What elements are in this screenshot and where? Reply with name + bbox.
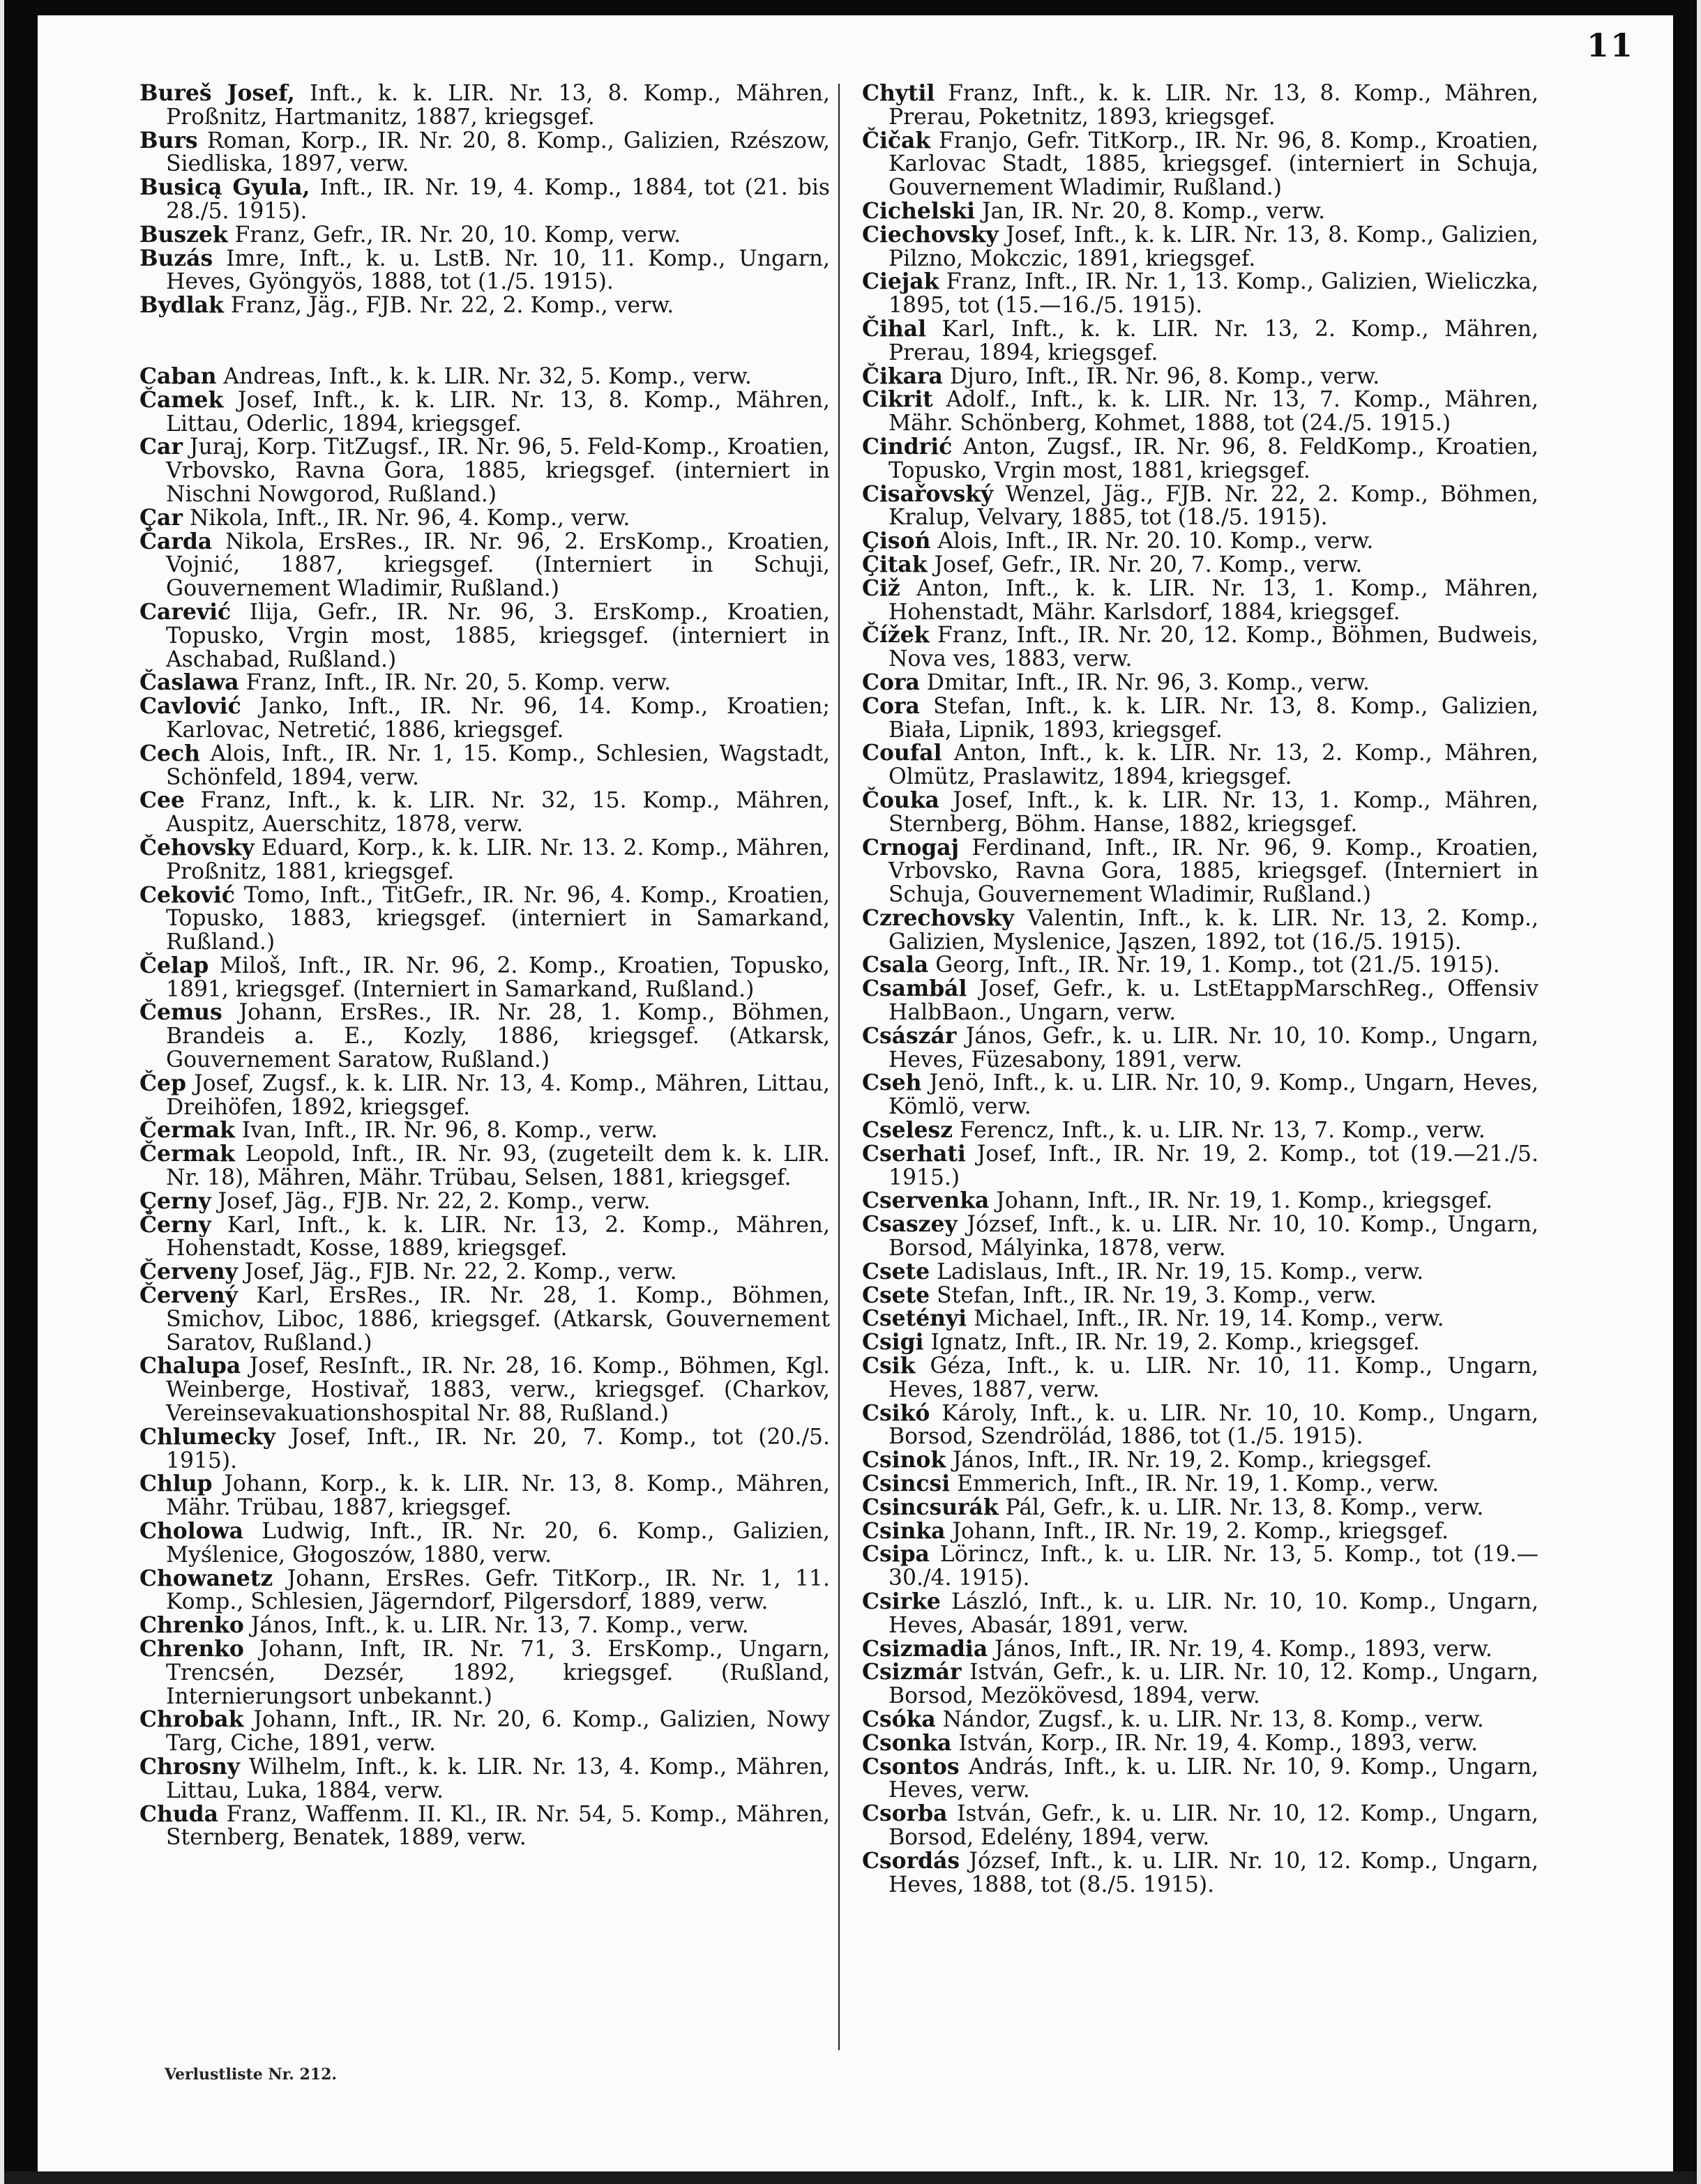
entry-details: Nándor, Zugsf., k. u. LIR. Nr. 13, 8. Komp., verw. [935, 1706, 1484, 1732]
entry-details: Jenö, Inft., k. u. LIR. Nr. 10, 9. Komp., Ungarn, Heves, Kömlö, verw. [889, 1070, 1539, 1120]
entry-details: Ignatz, Inft., IR. Nr. 19, 2. Komp., kriegsgef. [923, 1330, 1420, 1356]
entry-surname: Čížek [862, 623, 930, 649]
entry-details: Inft., k. k. LIR. Nr. 13, 8. Komp., Mähren, Proßnitz, Hartmanitz, 1887, kriegsgef. [166, 81, 830, 130]
entry-details: Andreas, Inft., k. k. LIR. Nr. 32, 5. Komp., verw. [216, 363, 752, 389]
scan-border-bottom [4, 2171, 1697, 2184]
entry-surname: Cech [139, 741, 200, 766]
casualty-entry [862, 271, 1539, 318]
entry-details: Franz, Gefr., IR. Nr. 20, 10. Komp, verw. [227, 222, 681, 248]
entry-details: Josef, Jäg., FJB. Nr. 22, 2. Komp., verw. [237, 1259, 677, 1285]
entry-surname: Čermak [139, 1142, 235, 1167]
casualty-entry [862, 1331, 1539, 1355]
entry-details: Ladislaus, Inft., IR. Nr. 19, 15. Komp., verw. [930, 1259, 1424, 1284]
entry-surname: Çerny [139, 1188, 211, 1214]
entry-details: Ilija, Gefr., IR. Nr. 96, 3. ErsKomp., Kroatien, Topusko, Vrgin most, 1885, kriegsgef. (interniert in Aschabad, Rußland.) [166, 599, 830, 672]
entry-surname: Čičak [862, 128, 931, 153]
entry-surname: Csete [862, 1259, 930, 1284]
casualty-entry [862, 1143, 1539, 1190]
entry-details: Johann, Korp., k. k. LIR. Nr. 13, 8. Komp., Mähren, Mähr. Trübau, 1887, kriegsgef. [166, 1471, 830, 1521]
casualty-entry [862, 1355, 1539, 1402]
entry-details: Alois, Inft., IR. Nr. 20. 10. Komp., verw. [930, 529, 1374, 554]
entry-surname: Carević [139, 599, 232, 625]
casualty-entry [862, 695, 1539, 743]
entry-surname: Chalupa [139, 1353, 241, 1379]
casualty-entry [862, 1638, 1539, 1662]
entry-surname: Bydlak [139, 293, 224, 319]
entry-surname: Çisoń [862, 529, 931, 554]
entry-details: Pál, Gefr., k. u. LIR. Nr. 13, 8. Komp., verw. [998, 1494, 1484, 1520]
casualty-entry [862, 318, 1539, 365]
entry-details: Johann, ErsRes. Gefr. TitKorp., IR. Nr. 1, 11. Komp., Schlesien, Jägerndorf, Pilgersdorf, 1889, verw. [166, 1565, 830, 1615]
entry-surname: Chrenko [139, 1637, 244, 1662]
entry-details: Leopold, Inft., IR. Nr. 93, (zugeteilt dem k. k. LIR. Nr. 18), Mähren, Mähr. Trübau, Selsen, 1881, kriegsgef. [166, 1142, 830, 1191]
casualty-entry [139, 695, 830, 743]
entry-surname: Cindrić [862, 434, 953, 460]
casualty-entry [139, 245, 830, 295]
entry-surname: Cora [862, 669, 920, 695]
entry-details: Michael, Inft., IR. Nr. 19, 14. Komp., verw. [967, 1306, 1444, 1332]
entry-details: Roman, Korp., IR. Nr. 20, 8. Komp., Galizien, Rzészow, Siedliska, 1897, verw. [166, 128, 830, 177]
casualty-entry [862, 388, 1539, 436]
casualty-entry [862, 1261, 1539, 1284]
entry-surname: Czrechovsky [862, 905, 1015, 931]
casualty-entry [139, 1520, 830, 1568]
casualty-entry [139, 743, 830, 790]
entry-details: Johann, Inft., IR. Nr. 19, 1. Komp., kriegsgef. [989, 1188, 1492, 1214]
casualty-entry [139, 1426, 830, 1473]
casualty-entry [139, 176, 830, 224]
entry-details: Josef, Inft., IR. Nr. 19, 2. Komp., tot (19.—21./5. 1915.) [889, 1141, 1539, 1190]
entry-surname: Csontos [862, 1754, 960, 1780]
casualty-entry [139, 365, 830, 389]
casualty-entry [862, 82, 1539, 130]
entry-surname: Cikrit [862, 387, 933, 413]
entry-surname: Čihal [862, 316, 926, 342]
casualty-entry [862, 789, 1539, 837]
entry-surname: Cseh [862, 1070, 922, 1096]
entry-surname: Car [139, 434, 183, 460]
entry-surname: Buzás [139, 245, 213, 271]
entry-surname: Čep [139, 1070, 186, 1096]
entry-surname: Csinka [862, 1518, 946, 1544]
entry-surname: Csigi [862, 1330, 924, 1356]
entry-surname: Bureš Josef, [139, 81, 295, 106]
entry-details: János, Inft., IR. Nr. 19, 4. Komp., 1893, verw. [988, 1636, 1492, 1662]
entry-details: Josef, Zugsf., k. k. LIR. Nr. 13, 4. Komp., Mähren, Littau, Dreihöfen, 1892, kriegsgef. [166, 1070, 830, 1120]
casualty-entry [139, 294, 830, 318]
casualty-entry [139, 436, 830, 506]
casualty-entry [862, 1025, 1539, 1072]
casualty-entry [862, 1402, 1539, 1450]
entry-details: Wilhelm, Inft., k. k. LIR. Nr. 13, 4. Komp., Mähren, Littau, Luka, 1884, verw. [166, 1754, 830, 1803]
casualty-entry [139, 1119, 830, 1143]
casualty-entry [139, 1001, 830, 1072]
entry-surname: Csikó [862, 1400, 930, 1426]
entry-surname: Cavlović [139, 694, 241, 720]
entry-details: Anton, Inft., k. k. LIR. Nr. 13, 2. Komp., Mähren, Olmütz, Praslawitz, 1894, kriegsgef. [889, 741, 1539, 790]
entry-surname: Csorba [862, 1801, 948, 1827]
entry-surname: Ciejak [862, 269, 939, 295]
entry-surname: Caban [139, 363, 217, 389]
entry-details: Josef, Gefr., IR. Nr. 20, 7. Komp., verw. [927, 552, 1363, 577]
casualty-entry [862, 1284, 1539, 1308]
entry-surname: Csaszey [862, 1212, 958, 1238]
entry-details: Eduard, Korp., k. k. LIR. Nr. 13. 2. Komp., Mähren, Proßnitz, 1881, kriegsgef. [166, 835, 830, 884]
entry-surname: Crnogaj [862, 835, 959, 860]
casualty-entry [862, 577, 1539, 625]
casualty-entry [862, 200, 1539, 224]
entry-details: Karl, ErsRes., IR. Nr. 28, 1. Komp., Böhmen, Smichov, Liboc, 1886, kriegsgef. (Atkarsk, Gouvernement Saratov, Rußland.) [166, 1283, 830, 1356]
casualty-entry [862, 530, 1539, 554]
entry-details: Wenzel, Jäg., FJB. Nr. 22, 2. Komp., Böhmen, Kralup, Velvary, 1885, tot (18./5. 1915). [889, 481, 1539, 531]
entry-surname: Ciechovsky [862, 222, 999, 248]
entry-details: Ivan, Inft., IR. Nr. 96, 8. Komp., verw. [234, 1118, 658, 1144]
entry-details: Josef, Inft., k. k. LIR. Nr. 13, 1. Komp., Mähren, Sternberg, Böhm. Hanse, 1882, kriegsgef. [889, 787, 1539, 837]
entry-surname: Csordás [862, 1848, 960, 1874]
entry-surname: Čemus [139, 1000, 222, 1026]
entry-surname: Cora [862, 693, 920, 719]
entry-details: János, Inft., k. u. LIR. Nr. 13, 7. Komp., verw. [243, 1613, 749, 1639]
left-column [139, 82, 830, 1850]
entry-details: Josef, ResInft., IR. Nr. 28, 16. Komp., Böhmen, Kgl. Weinberge, Hostivař, 1883, verw., kriegsgef. (Charkov, Vereinsevakuationshospital Nr. 88, Rußland.) [166, 1353, 830, 1427]
casualty-entry [862, 1072, 1539, 1119]
entry-surname: Ciž [862, 575, 900, 601]
footer-note: Verlustliste Nr. 212. [165, 2065, 338, 2084]
document-page [4, 0, 1697, 2184]
entry-surname: Csóka [862, 1706, 936, 1732]
entry-surname: Chrosny [139, 1754, 241, 1780]
entry-details: Franz, Inft., IR. Nr. 20, 5. Komp. verw. [239, 670, 672, 696]
entry-details: Karl, Inft., k. k. LIR. Nr. 13, 2. Komp., Mähren, Hohenstadt, Kosse, 1889, kriegsgef. [166, 1212, 830, 1261]
column-divider [838, 84, 840, 2050]
entry-details: Johann, ErsRes., IR. Nr. 28, 1. Komp., Böhmen, Brandeis a. E., Kozly, 1886, kriegsgef. (Atkarsk, Gouvernement Saratow, Rußland.) [166, 1000, 830, 1073]
entry-surname: Cee [139, 788, 185, 814]
entry-surname: Chrenko [139, 1613, 244, 1639]
casualty-entry [139, 130, 830, 177]
entry-details: Franz, Inft., k. k. LIR. Nr. 32, 15. Komp., Mähren, Auspitz, Auerschitz, 1878, verw. [166, 788, 830, 837]
casualty-entry [862, 130, 1539, 200]
casualty-entry [139, 672, 830, 695]
entry-details: Nikola, Inft., IR. Nr. 96, 4. Komp., verw. [182, 505, 630, 531]
casualty-entry [862, 954, 1539, 978]
entry-surname: Cserhati [862, 1141, 966, 1167]
entry-details: Franz, Inft., IR. Nr. 20, 12. Komp., Böhmen, Budweis, Nova ves, 1883, verw. [889, 623, 1539, 672]
entry-surname: Čikara [862, 363, 943, 389]
entry-surname: Chrobak [139, 1707, 244, 1733]
entry-details: Franz, Waffenm. II. Kl., IR. Nr. 54, 5. Komp., Mähren, Sternberg, Benatek, 1889, verw. [166, 1801, 830, 1851]
entry-surname: Csizmár [862, 1660, 962, 1685]
casualty-entry [139, 1214, 830, 1261]
entry-details: Franz, Inft., IR. Nr. 1, 13. Komp., Galizien, Wieliczka, 1895, tot (15.—16./5. 1915). [889, 269, 1539, 319]
entry-details: Janko, Inft., IR. Nr. 96, 14. Komp., Kroatien; Karlovac, Netretić, 1886, kriegsgef. [166, 694, 830, 743]
entry-details: István, Gefr., k. u. LIR. Nr. 10, 12. Komp., Ungarn, Borsod, Mezökövesd, 1894, verw. [889, 1660, 1539, 1709]
entry-surname: Csambál [862, 976, 967, 1002]
entry-surname: Çar [139, 505, 183, 531]
casualty-entry [862, 1803, 1539, 1850]
casualty-entry [139, 1355, 830, 1425]
entry-surname: Csizmadia [862, 1636, 988, 1662]
casualty-entry [862, 1496, 1539, 1520]
entry-details: Stefan, Inft., IR. Nr. 19, 3. Komp., verw. [930, 1282, 1377, 1308]
entry-surname: Csirke [862, 1589, 941, 1614]
entry-surname: Cselesz [862, 1118, 953, 1144]
casualty-entry [139, 1803, 830, 1851]
entry-details: Djuro, Inft., IR. Nr. 96, 8. Komp., verw. [942, 363, 1380, 389]
casualty-entry [139, 837, 830, 884]
casualty-entry [862, 1473, 1539, 1496]
casualty-entry [862, 1119, 1539, 1143]
entry-details: Dmitar, Inft., IR. Nr. 96, 3. Komp., verw. [919, 669, 1370, 695]
entry-surname: Časlawa [139, 670, 239, 696]
casualty-entry [139, 1261, 830, 1284]
casualty-entry [862, 1708, 1539, 1732]
entry-details: József, Inft., k. u. LIR. Nr. 10, 12. Komp., Ungarn, Heves, 1888, tot (8./5. 1915). [889, 1848, 1539, 1897]
entry-details: Károly, Inft., k. u. LIR. Nr. 10, 10. Komp., Ungarn, Borsod, Szendrölád, 1886, tot (1./5. 1915). [889, 1400, 1539, 1450]
casualty-entry [139, 1072, 830, 1120]
entry-details: Inft., IR. Nr. 19, 4. Komp., 1884, tot (21. bis 28./5. 1915). [166, 175, 830, 224]
entry-details: Stefan, Inft., k. k. LIR. Nr. 13, 8. Komp., Galizien, Biała, Lipnik, 1893, kriegsgef. [889, 693, 1539, 743]
casualty-entry [139, 1614, 830, 1638]
casualty-entry [862, 554, 1539, 577]
casualty-entry [862, 1591, 1539, 1638]
entry-surname: Çitak [862, 552, 928, 577]
entry-surname: Csincsurák [862, 1494, 999, 1520]
entry-surname: Csik [862, 1353, 916, 1379]
casualty-entry [139, 1190, 830, 1214]
casualty-entry [862, 624, 1539, 672]
entry-details: Alois, Inft., IR. Nr. 1, 15. Komp., Schlesien, Wagstadt, Schönfeld, 1894, verw. [166, 741, 830, 790]
entry-surname: Čermak [139, 1118, 235, 1144]
entry-details: Tomo, Inft., TitGefr., IR. Nr. 96, 4. Komp., Kroatien, Topusko, 1883, kriegsgef. (interniert in Samarkand, Rußland.) [166, 882, 830, 955]
casualty-entry [862, 1449, 1539, 1473]
entry-surname: Čamek [139, 387, 224, 413]
casualty-entry [862, 669, 1539, 695]
entry-surname: Červený [139, 1283, 238, 1309]
casualty-entry [139, 789, 830, 837]
entry-details: Franz, Jäg., FJB. Nr. 22, 2. Komp., verw. [223, 293, 674, 319]
entry-details: Valentin, Inft., k. k. LIR. Nr. 13, 2. Komp., Galizien, Myslenice, Jąszen, 1892, tot (16./5. 1915). [889, 905, 1539, 955]
entry-surname: Cichelski [862, 198, 976, 224]
casualty-entry [862, 837, 1539, 907]
entry-surname: Burs [139, 128, 198, 153]
entry-details: Johann, Inft, IR. Nr. 71, 3. ErsKomp., Ungarn, Trencsén, Dezsér, 1892, kriegsgef. (Rußland, Internierungsort unbekannt.) [166, 1637, 830, 1709]
casualty-entry [139, 601, 830, 672]
entry-details: Karl, Inft., k. k. LIR. Nr. 13, 2. Komp., Mähren, Prerau, 1894, kriegsgef. [889, 316, 1539, 365]
section-gap [139, 318, 830, 365]
entry-details: Jan, IR. Nr. 20, 8. Komp., verw. [975, 198, 1326, 224]
casualty-entry [862, 907, 1539, 955]
entry-surname: Császár [862, 1023, 957, 1049]
casualty-entry [862, 483, 1539, 531]
entry-surname: Čarda [139, 529, 213, 554]
casualty-entry [862, 1307, 1539, 1331]
casualty-entry [862, 1213, 1539, 1261]
entry-details: János, Gefr., k. u. LIR. Nr. 10, 10. Komp., Ungarn, Heves, Füzesabony, 1891, verw. [889, 1023, 1539, 1072]
casualty-entry [139, 1756, 830, 1803]
entry-surname: Cholowa [139, 1519, 243, 1545]
entry-details: Johann, Inft., IR. Nr. 20, 6. Komp., Galizien, Nowy Targ, Ciche, 1891, verw. [166, 1707, 830, 1757]
entry-details: József, Inft., k. u. LIR. Nr. 10, 10. Komp., Ungarn, Borsod, Málуinka, 1878, verw. [889, 1212, 1539, 1261]
entry-surname: Coufal [862, 741, 942, 766]
entry-details: István, Korp., IR. Nr. 19, 4. Komp., 1893, verw. [951, 1730, 1479, 1756]
entry-details: Franjo, Gefr. TitKorp., IR. Nr. 96, 8. Komp., Kroatien, Karlovac Stadt, 1885, kriegsgef. (interniert in Schuja, Gouvernement Wladimir, Rußland.) [889, 128, 1539, 201]
casualty-entry [862, 742, 1539, 789]
entry-details: Ludwig, Inft., IR. Nr. 20, 6. Komp., Galizien, Myślenice, Głogoszów, 1880, verw. [166, 1519, 830, 1568]
entry-surname: Červeny [139, 1259, 238, 1285]
entry-details: Imre, Inft., k. u. LstB. Nr. 10, 11. Komp., Ungarn, Heves, Gyöngyös, 1888, tot (1./5. 1915). [166, 245, 830, 295]
entry-surname: Čouka [862, 787, 939, 813]
casualty-entry [862, 1543, 1539, 1591]
entry-details: Johann, Inft., IR. Nr. 19, 2. Komp., kriegsgef. [945, 1518, 1449, 1544]
entry-surname: Cisařovský [862, 481, 994, 507]
scan-border-top [4, 0, 1697, 15]
casualty-entry [862, 224, 1539, 271]
entry-details: László, Inft., k. u. LIR. Nr. 10, 10. Komp., Ungarn, Heves, Abasár, 1891, verw. [889, 1589, 1539, 1638]
entry-details: Géza, Inft., k. u. LIR. Nr. 10, 11. Komp., Ungarn, Heves, 1887, verw. [889, 1353, 1539, 1402]
entry-details: Ferdinand, Inft., IR. Nr. 96, 9. Komp., Kroatien, Vrbovsko, Ravna Gora, 1885, kriegsgef. (Interniert in Schuja, Gouvernement Wladimir, Rußland.) [889, 835, 1539, 908]
entry-surname: Buszek [139, 222, 228, 248]
entry-details: Anton, Inft., k. k. LIR. Nr. 13, 1. Komp., Mähren, Hohenstadt, Mähr. Karlsdorf, 1884, kriegsgef. [889, 575, 1539, 625]
entry-details: Josef, Inft., IR. Nr. 20, 7. Komp., tot (20./5. 1915). [166, 1424, 830, 1473]
entry-details: Ferencz, Inft., k. u. LIR. Nr. 13, 7. Komp., verw. [953, 1118, 1485, 1144]
casualty-entry [139, 224, 830, 248]
entry-surname: Chlup [139, 1471, 213, 1497]
entry-details: Josef, Jäg., FJB. Nr. 22, 2. Komp., verw. [211, 1188, 651, 1214]
entry-details: András, Inft., k. u. LIR. Nr. 10, 9. Komp., Ungarn, Heves, verw. [889, 1754, 1539, 1803]
entry-surname: Csinok [862, 1448, 946, 1473]
entry-details: Juraj, Korp. TitZugsf., IR. Nr. 96, 5. Feld-Komp., Kroatien, Vrbovsko, Ravna Gora, 1885, kriegsgef. (interniert in Nischni Nowgorod, Rußland.) [166, 434, 830, 507]
entry-surname: Čehovsky [139, 835, 255, 860]
entry-details: Miloš, Inft., IR. Nr. 96, 2. Komp., Kroatien, Topusko, 1891, kriegsgef. (Interniert in Samarkand, Rußland.) [166, 953, 830, 1002]
casualty-entry [139, 1565, 830, 1615]
casualty-entry [862, 1850, 1539, 1897]
right-column [862, 82, 1539, 1897]
entry-surname: Csipa [862, 1542, 930, 1568]
casualty-entry [139, 955, 830, 1002]
casualty-entry [862, 1190, 1539, 1213]
entry-details: Adolf., Inft., k. k. LIR. Nr. 13, 7. Komp., Mähren, Mähr. Schönberg, Kohmet, 1888, tot (24./5. 1915.) [889, 387, 1539, 437]
entry-details: Emmerich, Inft., IR. Nr. 19, 1. Komp., verw. [950, 1471, 1439, 1497]
entry-surname: Csincsi [862, 1471, 951, 1497]
entry-details: Franz, Inft., k. k. LIR. Nr. 13, 8. Komp., Mähren, Prerau, Poketnitz, 1893, kriegsgef. [889, 81, 1539, 130]
entry-details: János, Inft., IR. Nr. 19, 2. Komp., kriegsgef. [946, 1448, 1432, 1473]
entry-surname: Chytil [862, 81, 935, 106]
scan-border-left [4, 0, 38, 2184]
casualty-entry [139, 1143, 830, 1190]
casualty-entry [139, 82, 830, 130]
entry-surname: Busicą Gyula, [139, 175, 310, 201]
entry-details: Lörincz, Inft., k. u. LIR. Nr. 13, 5. Komp., tot (19.—30./4. 1915). [889, 1542, 1539, 1591]
entry-details: Anton, Zugsf., IR. Nr. 96, 8. FeldKomp., Kroatien, Topusko, Vrgin most, 1881, kriegsgef. [889, 434, 1539, 483]
casualty-entry [139, 1638, 830, 1708]
scan-border-right [1673, 0, 1697, 2184]
casualty-entry [139, 507, 830, 531]
page-number: 11 [1586, 26, 1634, 64]
entry-details: Nikola, ErsRes., IR. Nr. 96, 2. ErsKomp., Kroatien, Vojnić, 1887, kriegsgef. (Interniert in Schuji, Gouvernement Wladimir, Rußland.) [166, 529, 830, 602]
casualty-entry [139, 1708, 830, 1756]
entry-surname: Cservenka [862, 1188, 990, 1214]
entry-details: István, Gefr., k. u. LIR. Nr. 10, 12. Komp., Ungarn, Borsod, Edelény, 1894, verw. [889, 1801, 1539, 1850]
entry-surname: Csonka [862, 1730, 952, 1756]
casualty-entry [862, 1520, 1539, 1544]
casualty-entry [862, 1732, 1539, 1756]
casualty-entry [862, 978, 1539, 1025]
entry-details: Josef, Inft., k. k. LIR. Nr. 13, 8. Komp., Galizien, Pilzno, Mokczic, 1891, kriegsgef. [889, 222, 1539, 271]
entry-details: Josef, Inft., k. k. LIR. Nr. 13, 8. Komp., Mähren, Littau, Oderlic, 1894, kriegsgef. [166, 387, 830, 437]
entry-details: Georg, Inft., IR. Nr. 19, 1. Komp., tot (21./5. 1915). [928, 953, 1500, 978]
entry-surname: Chuda [139, 1801, 218, 1827]
casualty-entry [862, 1661, 1539, 1708]
entry-surname: Csala [862, 953, 929, 978]
casualty-entry [139, 1473, 830, 1520]
casualty-entry [862, 436, 1539, 483]
casualty-entry [139, 1284, 830, 1355]
entry-surname: Černy [139, 1212, 211, 1238]
entry-surname: Chlumecky [139, 1424, 275, 1450]
casualty-entry [862, 365, 1539, 389]
casualty-entry [139, 884, 830, 955]
entry-surname: Čelap [139, 953, 209, 978]
casualty-entry [139, 389, 830, 437]
entry-surname: Chowanetz [139, 1565, 273, 1591]
casualty-entry [139, 531, 830, 601]
entry-details: Josef, Gefr., k. u. LstEtappMarschReg., Offensiv HalbBaon., Ungarn, verw. [889, 976, 1539, 1026]
entry-surname: Csete [862, 1282, 930, 1308]
entry-surname: Csetényi [862, 1306, 967, 1332]
casualty-entry [862, 1756, 1539, 1803]
entry-surname: Ceković [139, 882, 235, 908]
